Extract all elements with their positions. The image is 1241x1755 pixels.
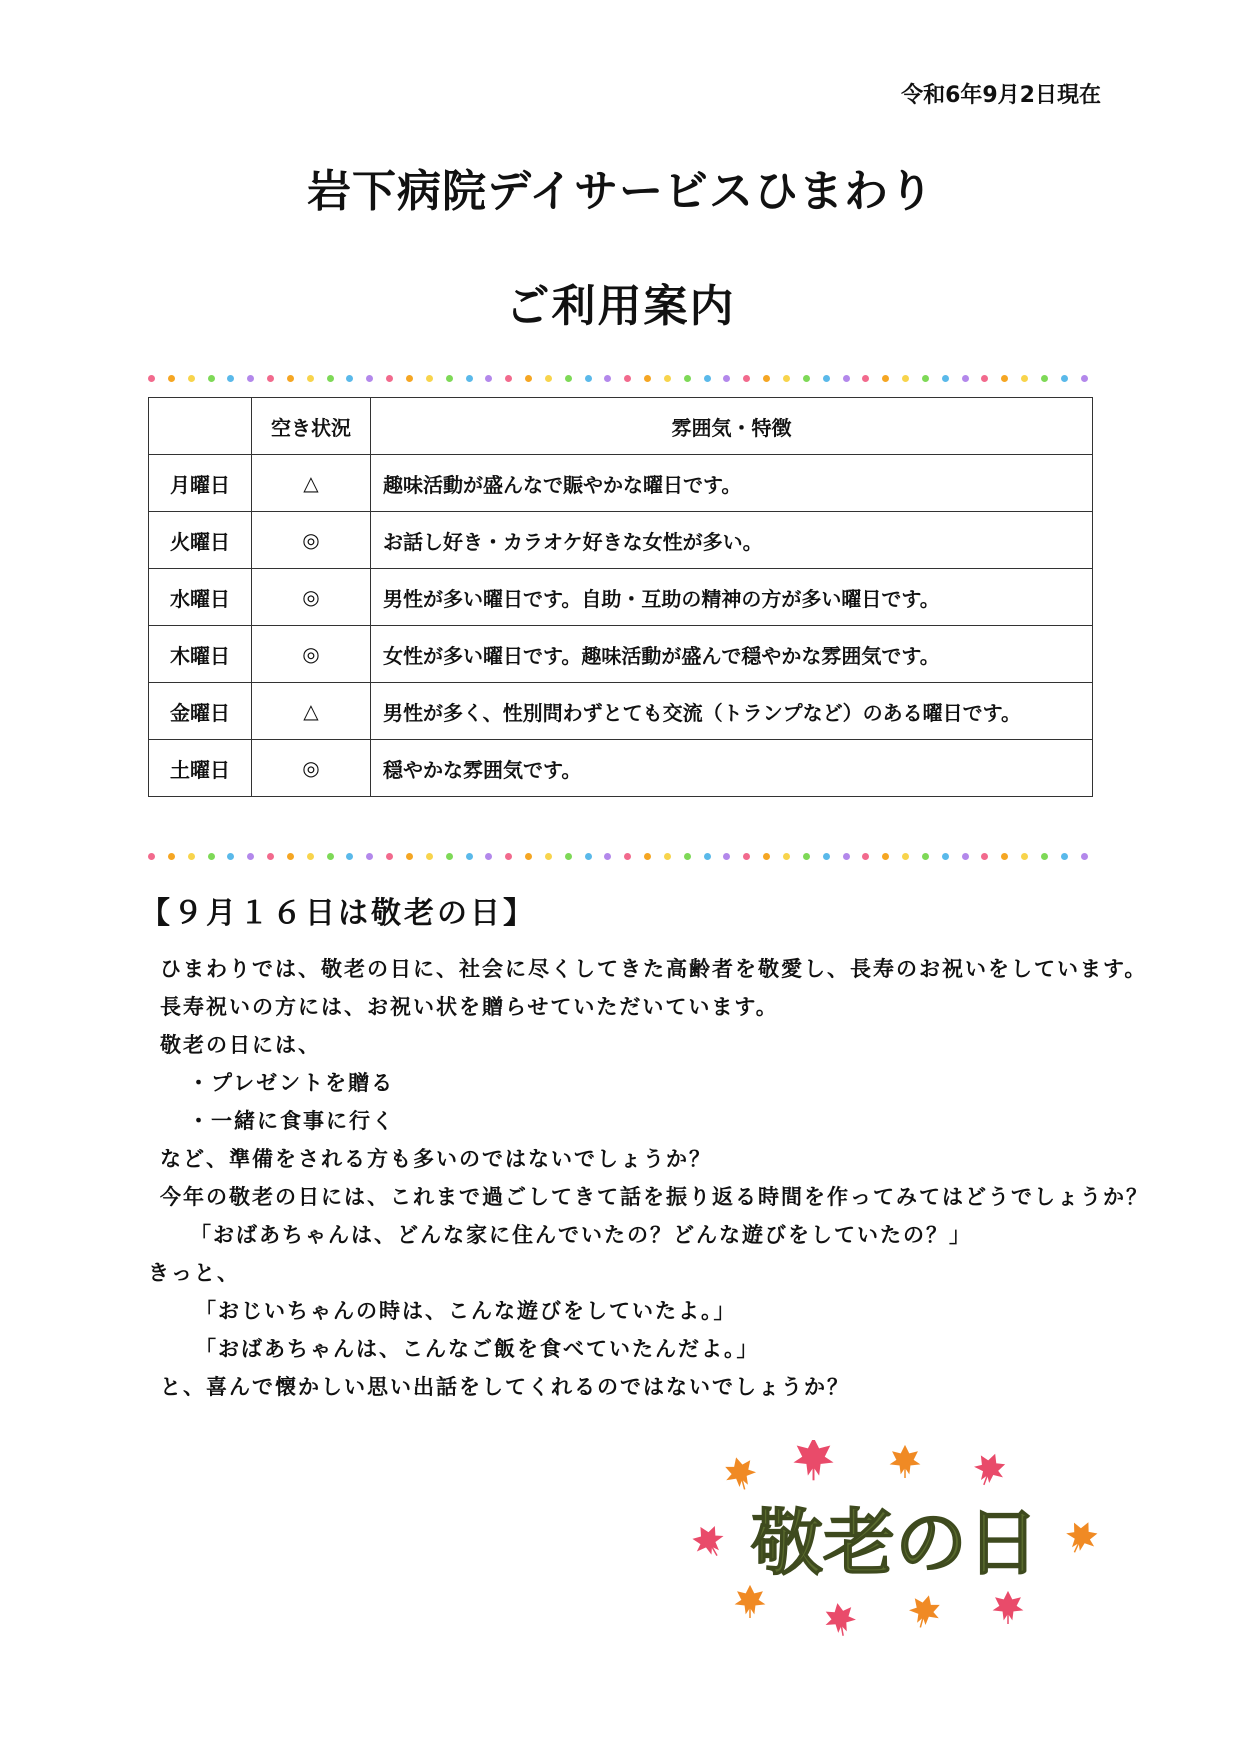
divider-dot [1001, 853, 1008, 860]
divider-dot [545, 853, 552, 860]
divider-dot [1061, 853, 1068, 860]
table-row [149, 512, 1093, 569]
divider-dot [208, 853, 215, 860]
divider-dot [1081, 375, 1088, 382]
divider-dot [1021, 853, 1028, 860]
divider-dot [644, 853, 651, 860]
divider-dot [565, 375, 572, 382]
divider-dot [823, 853, 830, 860]
divider-dot [386, 853, 393, 860]
desc-cell: 穏やかな雰囲気です。 [371, 740, 1093, 797]
divider-dot [446, 375, 453, 382]
article-line: 長寿祝いの方には、お祝い状を贈らせていただいています。 [160, 995, 779, 1019]
divider-dot [327, 375, 334, 382]
desc-cell: お話し好き・カラオケ好きな女性が多い。 [371, 512, 1093, 569]
status-cell: △ [252, 455, 371, 512]
divider-dot [723, 853, 730, 860]
divider-dot [327, 853, 334, 860]
keiro-no-hi-illustration [690, 1440, 1100, 1660]
divider-dot [267, 375, 274, 382]
divider-dot [386, 375, 393, 382]
divider-dot [466, 853, 473, 860]
divider-dot [604, 375, 611, 382]
divider-dot [168, 853, 175, 860]
divider-dot [922, 375, 929, 382]
section-heading: 【９月１６日は敬老の日】 [140, 896, 536, 931]
divider-dot [664, 853, 671, 860]
divider-dot [446, 853, 453, 860]
divider-dot [366, 853, 373, 860]
status-cell: ◎ [252, 626, 371, 683]
divider-dot [188, 375, 195, 382]
divider-dot [505, 853, 512, 860]
divider-dot [267, 853, 274, 860]
status-cell: △ [252, 683, 371, 740]
date-stamp: 令和6年9月2日現在 [901, 83, 1101, 108]
divider-dot [307, 853, 314, 860]
divider-dot [346, 853, 353, 860]
divider-dot [962, 853, 969, 860]
divider-dot [743, 853, 750, 860]
illustration-text: 敬老の日 [750, 1501, 1040, 1585]
divider-dot [287, 375, 294, 382]
divider-dot [624, 853, 631, 860]
divider-dot [624, 375, 631, 382]
table-header-row [149, 398, 1093, 455]
divider-dot [783, 853, 790, 860]
divider-dot [1081, 853, 1088, 860]
article-line: ・プレゼントを贈る [188, 1071, 395, 1095]
divider-dot [1001, 375, 1008, 382]
divider-dot [763, 375, 770, 382]
divider-dot [148, 853, 155, 860]
divider-dot [1041, 853, 1048, 860]
article-line: 「おじいちゃんの時は、こんな遊びをしていたよ。」 [195, 1299, 737, 1323]
divider-dot [664, 375, 671, 382]
divider-dot [426, 853, 433, 860]
divider-dot [525, 853, 532, 860]
article-line: 敬老の日には、 [160, 1033, 321, 1057]
divider-dot [843, 853, 850, 860]
article-line: など、準備をされる方も多いのではないでしょうか？ [160, 1147, 712, 1171]
divider-dot [942, 853, 949, 860]
status-cell: ◎ [252, 512, 371, 569]
divider-dot [585, 375, 592, 382]
article-line: 今年の敬老の日には、これまで過ごしてきて話を振り返る時間を作ってみてはどうでしょうか？ [160, 1185, 1149, 1209]
divider-dot [644, 375, 651, 382]
divider-dot [922, 853, 929, 860]
divider-dot [962, 375, 969, 382]
divider-dot [366, 375, 373, 382]
article-line: と、喜んで懐かしい思い出話をしてくれるのではないでしょうか？ [160, 1375, 850, 1399]
divider-dot [247, 853, 254, 860]
divider-dot [862, 853, 869, 860]
divider-dot [168, 375, 175, 382]
divider-dot [426, 375, 433, 382]
divider-dot [882, 853, 889, 860]
page-title: 岩下病院デイサービスひまわり [307, 166, 934, 217]
day-cell: 金曜日 [149, 683, 252, 740]
divider-dot [565, 853, 572, 860]
header-availability: 空き状況 [252, 398, 371, 455]
divider-dot [902, 853, 909, 860]
divider-dot [247, 375, 254, 382]
article-line: きっと、 [148, 1261, 240, 1285]
divider-dot [823, 375, 830, 382]
divider-dot [287, 853, 294, 860]
divider-dot [723, 375, 730, 382]
divider-dot [743, 375, 750, 382]
divider-dot [227, 853, 234, 860]
divider-dot [704, 853, 711, 860]
desc-cell: 趣味活動が盛んなで賑やかな曜日です。 [371, 455, 1093, 512]
divider-dot [466, 375, 473, 382]
divider-dot [604, 853, 611, 860]
divider-dot [1041, 375, 1048, 382]
divider-dot [1021, 375, 1028, 382]
divider-dot [406, 853, 413, 860]
article-line: ・一緒に食事に行く [188, 1109, 395, 1133]
page-subtitle: ご利用案内 [505, 281, 736, 332]
divider-dot [882, 375, 889, 382]
status-cell: ◎ [252, 569, 371, 626]
dot-divider-top [148, 375, 1088, 385]
day-cell: 木曜日 [149, 626, 252, 683]
table-row [149, 455, 1093, 512]
divider-dot [803, 375, 810, 382]
article-line: 「おばあちゃんは、どんな家に住んでいたの？どんな遊びをしていたの？」 [190, 1223, 972, 1247]
day-cell: 土曜日 [149, 740, 252, 797]
divider-dot [406, 375, 413, 382]
divider-dot [981, 375, 988, 382]
desc-cell: 男性が多く、性別問わずとても交流（トランプなど）のある曜日です。 [371, 683, 1093, 740]
day-cell: 火曜日 [149, 512, 252, 569]
divider-dot [208, 375, 215, 382]
divider-dot [148, 375, 155, 382]
divider-dot [803, 853, 810, 860]
article-line: 「おばあちゃんは、こんなご飯を食べていたんだよ。」 [195, 1337, 760, 1361]
divider-dot [485, 853, 492, 860]
divider-dot [902, 375, 909, 382]
schedule-table [148, 397, 1093, 797]
divider-dot [843, 375, 850, 382]
header-empty [149, 398, 252, 455]
divider-dot [227, 375, 234, 382]
divider-dot [545, 375, 552, 382]
divider-dot [525, 375, 532, 382]
desc-cell: 男性が多い曜日です。自助・互助の精神の方が多い曜日です。 [371, 569, 1093, 626]
divider-dot [188, 853, 195, 860]
day-cell: 水曜日 [149, 569, 252, 626]
divider-dot [1061, 375, 1068, 382]
divider-dot [307, 375, 314, 382]
divider-dot [684, 853, 691, 860]
day-cell: 月曜日 [149, 455, 252, 512]
header-atmosphere: 雰囲気・特徴 [371, 398, 1093, 455]
article-line: ひまわりでは、敬老の日に、社会に尽くしてきた高齢者を敬愛し、長寿のお祝いをしています。 [160, 957, 1148, 981]
divider-dot [783, 375, 790, 382]
divider-dot [485, 375, 492, 382]
divider-dot [981, 853, 988, 860]
divider-dot [704, 375, 711, 382]
desc-cell: 女性が多い曜日です。趣味活動が盛んで穏やかな雰囲気です。 [371, 626, 1093, 683]
divider-dot [505, 375, 512, 382]
divider-dot [585, 853, 592, 860]
table-row [149, 569, 1093, 626]
divider-dot [942, 375, 949, 382]
dot-divider-bottom [148, 853, 1088, 863]
status-cell: ◎ [252, 740, 371, 797]
divider-dot [684, 375, 691, 382]
table-row [149, 683, 1093, 740]
divider-dot [346, 375, 353, 382]
table-row [149, 740, 1093, 797]
table-row [149, 626, 1093, 683]
divider-dot [763, 853, 770, 860]
divider-dot [862, 375, 869, 382]
